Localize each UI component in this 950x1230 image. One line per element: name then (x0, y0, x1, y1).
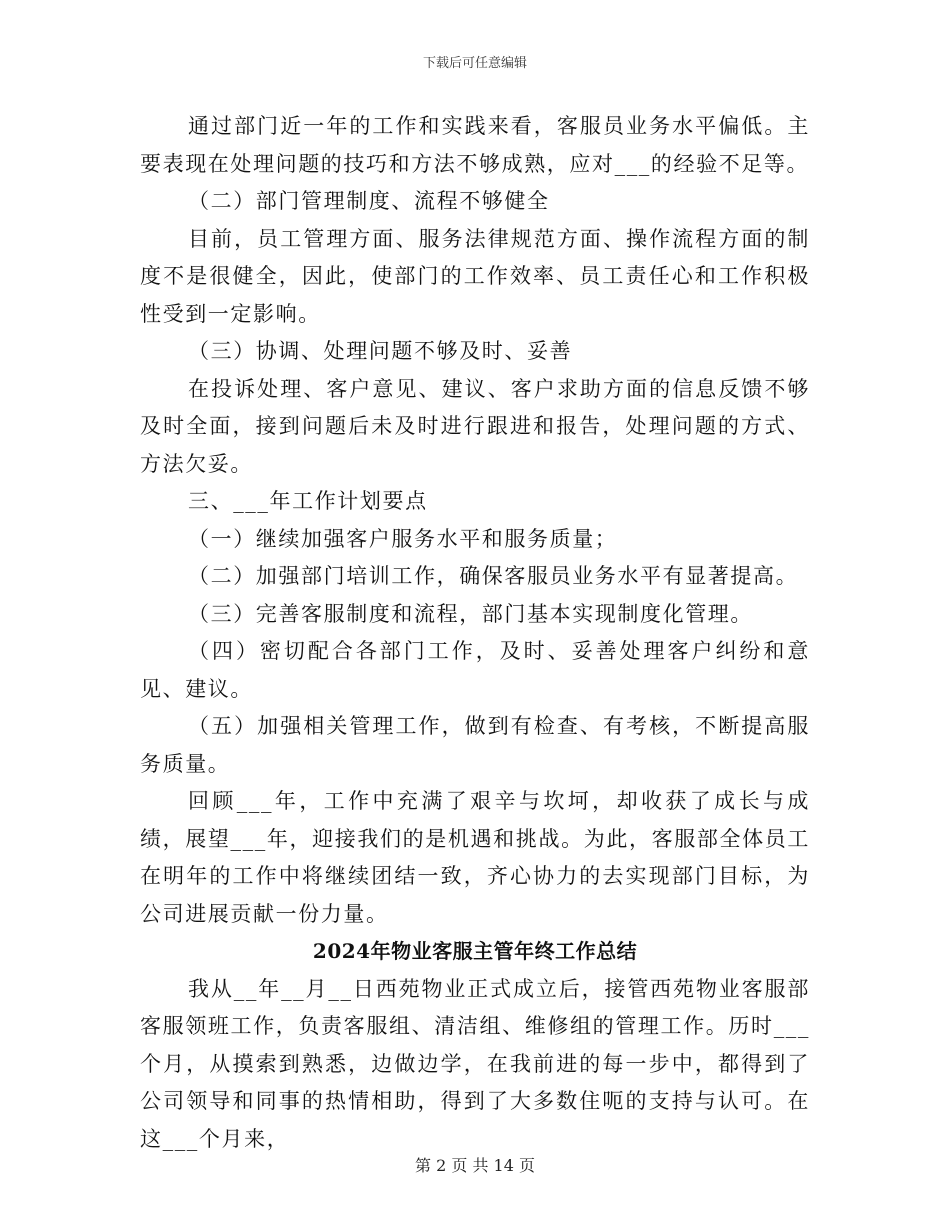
paragraph: 通过部门近一年的工作和实践来看，客服员业务水平偏低。主要表现在处理问题的技巧和方法不够成熟，应对___的经验不足等。 (140, 114, 810, 176)
paragraph: 目前，员工管理方面、服务法律规范方面、操作流程方面的制度不是很健全，因此，使部门的工作效率、员工责任心和工作积极性受到一定影响。 (140, 226, 810, 326)
plan-item: （二）加强部门培训工作，确保客服员业务水平有显著提高。 (188, 564, 799, 588)
page-number: 第 2 页 共 14 页 (415, 1156, 535, 1175)
document-title: 2024年物业客服主管年终工作总结 (312, 939, 638, 963)
plan-item: （一）继续加强客户服务水平和服务质量； (188, 526, 618, 551)
plan-item: （五）加强相关管理工作，做到有检查、有考核，不断提高服务质量。 (140, 714, 810, 776)
plan-item: （四）密切配合各部门工作，及时、妥善处理客户纠纷和意见、建议。 (140, 639, 810, 701)
paragraph: 回顾___年，工作中充满了艰辛与坎坷，却收获了成长与成绩，展望___年，迎接我们的是机遇和挑战。为此，客服部全体员工在明年的工作中将继续团结一致，齐心协力的去实现部门目标，为公司进展贡献一份力量。 (140, 789, 810, 926)
document-body (140, 108, 810, 1158)
plan-item: （三）完善客服制度和流程，部门基本实现制度化管理。 (188, 601, 753, 626)
subheading: （三）协调、处理问题不够及时、妥善 (188, 339, 573, 363)
page-header: 下载后可任意编辑 (422, 56, 527, 71)
subheading: （二）部门管理制度、流程不够健全 (188, 189, 550, 213)
section-heading: 三、___年工作计划要点 (188, 489, 428, 513)
paragraph: 我从__年__月__日西苑物业正式成立后，接管西苑物业客服部客服领班工作，负责客服组、清洁组、维修组的管理工作。历时___个月，从摸索到熟悉，边做边学，在我前进的每一步中，都得到了公司领导和同事的热情相助，得到了大多数住呃的支持与认可。在这___个月来， (140, 976, 810, 1151)
paragraph: 在投诉处理、客户意见、建议、客户求助方面的信息反馈不够及时全面，接到问题后未及时进行跟进和报告，处理问题的方式、方法欠妥。 (140, 376, 810, 476)
